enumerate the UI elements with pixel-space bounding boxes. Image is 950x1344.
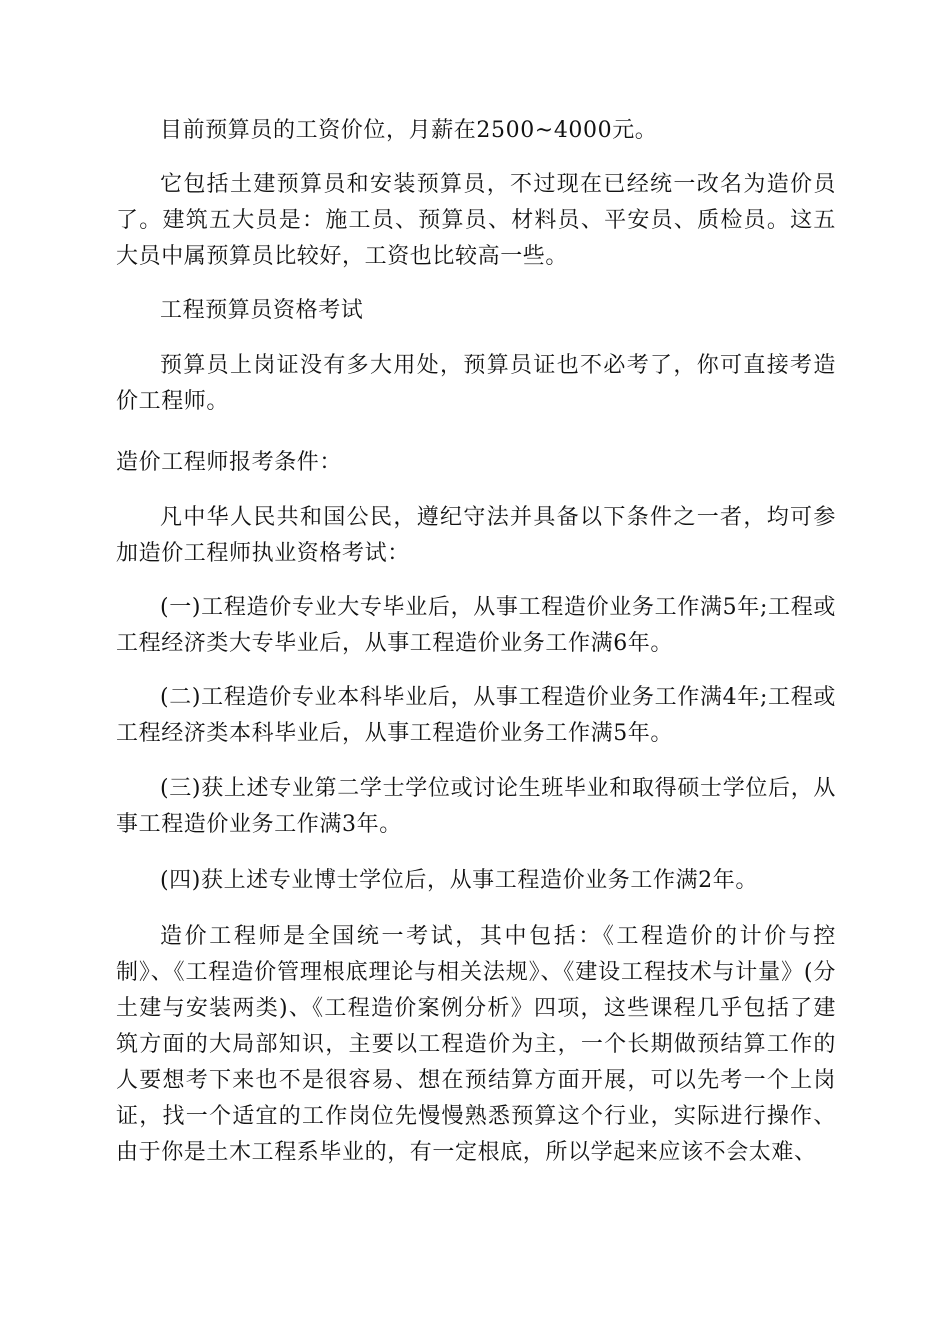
- paragraph-salary: 目前预算员的工资价位，月薪在2500~4000元。: [160, 118, 658, 143]
- paragraph-conditions-heading: 造价工程师报考条件：: [116, 450, 343, 475]
- paragraph-condition-4: (四)获上述专业博士学位后，从事工程造价业务工作满2年。: [160, 868, 758, 893]
- paragraph-budget-roles: 它包括土建预算员和安装预算员，不过现在已经统一改名为造价员了。建筑五大员是：施工员、预算员、材料员、平安员、质检员。这五大员中属预算员比较好，工资也比较高一些。: [116, 172, 836, 269]
- paragraph-exam-heading: 工程预算员资格考试: [160, 298, 364, 323]
- paragraph-eligibility: 凡中华人民共和国公民，遵纪守法并具备以下条件之一者，均可参加造价工程师执业资格考试：: [116, 505, 836, 566]
- paragraph-condition-2: (二)工程造价专业本科毕业后，从事工程造价业务工作满4年;工程或工程经济类本科毕业后，从事工程造价业务工作满5年。: [116, 685, 836, 746]
- paragraph-condition-1: (一)工程造价专业大专毕业后，从事工程造价业务工作满5年;工程或工程经济类大专毕业后，从事工程造价业务工作满6年。: [116, 595, 836, 656]
- paragraph-certificate-note: 预算员上岗证没有多大用处，预算员证也不必考了，你可直接考造价工程师。: [116, 353, 836, 414]
- paragraph-condition-3: (三)获上述专业第二学士学位或讨论生班毕业和取得硕士学位后，从事工程造价业务工作满3年。: [116, 776, 836, 837]
- paragraph-exam-subjects: 造价工程师是全国统一考试，其中包括：《工程造价的计价与控制》、《工程造价管理根底理论与相关法规》、《建设工程技术与计量》(分土建与安装两类)、《工程造价案例分析》四项，这些课程几乎包括了建筑方面的大局部知识，主要以工程造价为主，一个长期做预结算工作的人要想考下来也不是很容易、想在预结算方面开展，可以先考一个上岗证，找一个适宜的工作岗位先慢慢熟悉预算这个行业，实际进行操作、由于你是土木工程系毕业的，有一定根底，所以学起来应该不会太难、: [116, 924, 836, 1165]
